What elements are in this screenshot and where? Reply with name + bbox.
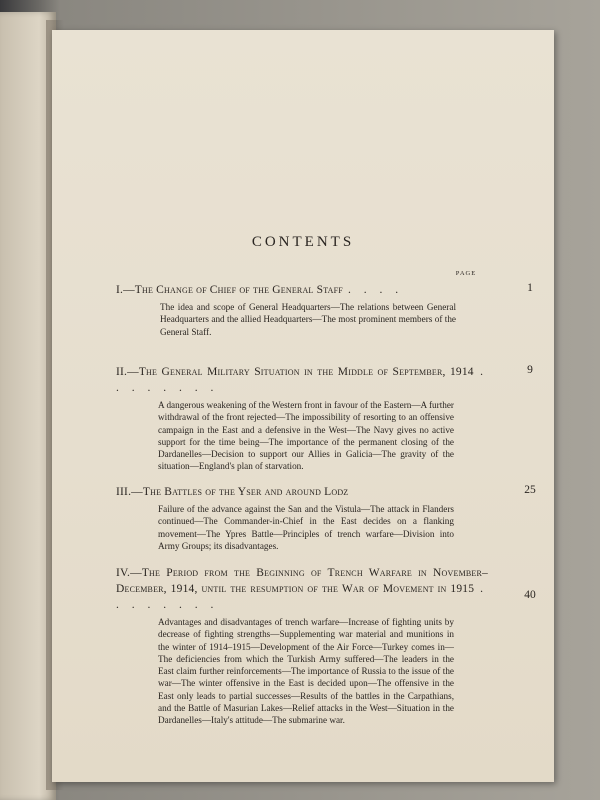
toc-leader-dots: . . . .: [348, 284, 404, 296]
toc-entry-2: [116, 364, 533, 473]
toc-entry-4: [116, 565, 536, 727]
toc-leader-dots: . . . . . . . .: [116, 366, 489, 394]
toc-page-number: 9: [527, 364, 533, 376]
toc-page-number: 25: [524, 484, 536, 496]
toc-heading: [116, 364, 488, 396]
toc-description: Failure of the advance against the San and the Vistula—The attack in Flanders continued—The Commander-in-Chief in the East decides on a flanking movement—The Ypres Battle—Principles of trench warfare—Division into Army Groups; its disadvantages.: [158, 504, 454, 551]
toc-heading-text: IV.—The Period from the Beginning of Trench Warfare in November–December, 1914, until the resumption of the War of Movement in 1915: [116, 567, 488, 595]
toc-heading-text: II.—The General Military Situation in the Middle of September, 1914: [116, 366, 474, 378]
toc-heading: [116, 282, 488, 298]
page-column-label: PAGE: [455, 270, 477, 277]
toc-leader-dots: . . . . . . . .: [116, 583, 489, 611]
toc-page-number: 40: [524, 589, 536, 601]
toc-heading: [116, 484, 488, 500]
page-title: CONTENTS: [251, 234, 355, 250]
toc-page-number: 1: [527, 282, 533, 294]
toc-description: A dangerous weakening of the Western front in favour of the Eastern—A further withdrawal of the front rejected—The impossibility of resorting to an offensive campaign in the East and a defensive in the West—The Navy gives no active support for the time being—The importance of the permanent closing of the Dardanelles—Decision to support our Allies in Galicia—The gravity of the situation—England's plan of starvation.: [158, 400, 454, 472]
toc-description: Advantages and disadvantages of trench warfare—Increase of fighting units by decrease of fighting strengths—Supplementing war material and munitions in the winter of 1914–1915—Development of the Air Force—Turkey comes in—The deficiencies from which the Turkish Army suffered—The leaders in the East claim further reinforcements—The importance of Russia to the issue of the war—The winter offensive in the East is decided upon—The offensive in the East only leads to partial successes—Results of the battles in the Carpathians, and the Battle of Masurian Lakes—Relief attacks in the West—Situation in the Dardanelles—Italy's attitude—The submarine war.: [158, 617, 454, 726]
toc-heading-text: I.—The Change of Chief of the General Staff: [116, 284, 343, 296]
toc-entry-3: [116, 484, 536, 552]
toc-heading: [116, 565, 488, 613]
toc-heading-text: III.—The Battles of the Yser and around Lodz: [116, 486, 349, 498]
toc-description: The idea and scope of General Headquarters—The relations between General Headquarters and the allied Headquarters—The most prominent members of the General Staff.: [160, 302, 456, 337]
book-page: [52, 30, 554, 782]
toc-entry-1: [116, 282, 533, 338]
